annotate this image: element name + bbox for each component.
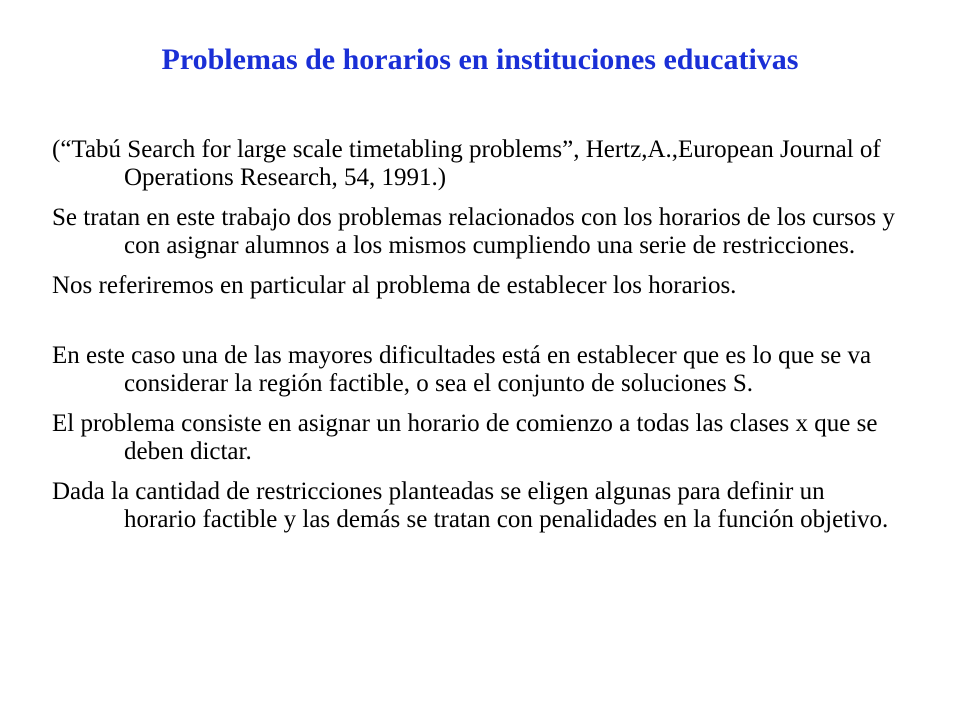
- paragraph-focus: Nos referiremos en particular al problema de establecer los horarios.: [52, 272, 737, 299]
- paragraph-feasible-region: En este caso una de las mayores dificultades está en establecer que es lo que se va considerar la región factible, o sea el conjunto de soluciones S.: [52, 342, 872, 397]
- paragraph-restrictions: Dada la cantidad de restricciones planteadas se eligen algunas para definir un horario factible y las demás se tratan con penalidades en la función objetivo.: [52, 478, 889, 533]
- slide-title: Problemas de horarios en instituciones educativas: [161, 43, 799, 76]
- paragraph-citation: (“Tabú Search for large scale timetabling problems”, Hertz,A.,European Journal of Operations Research, 54, 1991.): [52, 136, 881, 191]
- slide-body: [52, 136, 902, 546]
- paragraph-problem-definition: El problema consiste en asignar un horario de comienzo a todas las clases x que se deben dictar.: [52, 410, 878, 465]
- paragraph-problems-overview: Se tratan en este trabajo dos problemas relacionados con los horarios de los cursos y con asignar alumnos a los mismos cumpliendo una serie de restricciones.: [52, 204, 895, 259]
